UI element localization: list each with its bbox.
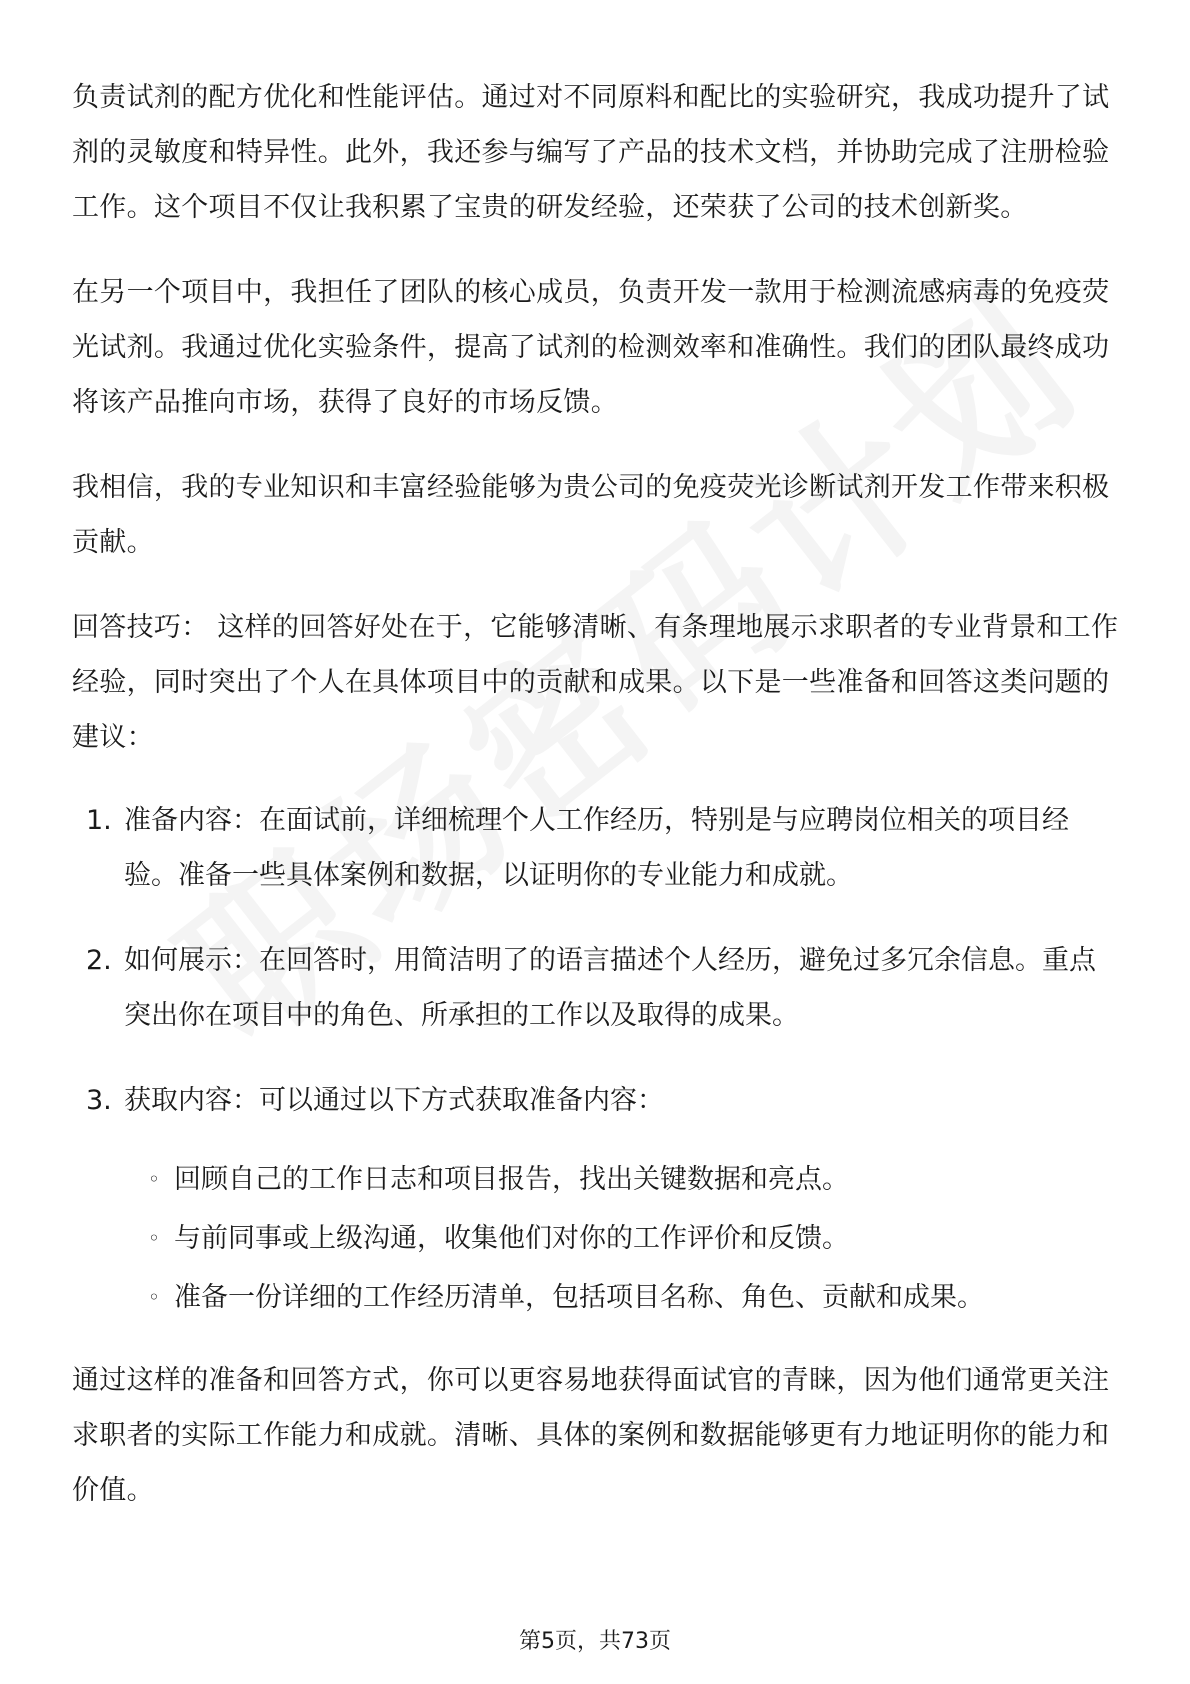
- obtain-sublist: [72, 1152, 1122, 1325]
- tips-list: [72, 793, 1122, 1128]
- paragraph-belief: 我相信，我的专业知识和丰富经验能够为贵公司的免疫荧光诊断试剂开发工作带来积极贡献。: [72, 472, 1110, 558]
- paragraph-project-1: 负责试剂的配方优化和性能评估。通过对不同原料和配比的实验研究，我成功提升了试剂的灵敏度和特异性。此外，我还参与编写了产品的技术文档，并协助完成了注册检验工作。这个项目不仅让我积累了宝贵的研发经验，还荣获了公司的技术创新奖。: [72, 82, 1110, 223]
- sublist-item: [148, 1211, 1122, 1266]
- circle-bullet-icon: ◦: [148, 1167, 160, 1191]
- list-number: 3.: [86, 1085, 112, 1116]
- sublist-text: 回顾自己的工作日志和项目报告，找出关键数据和亮点。: [174, 1164, 849, 1195]
- paragraph-project-2: 在另一个项目中，我担任了团队的核心成员，负责开发一款用于检测流感病毒的免疫荧光试剂。我通过优化实验条件，提高了试剂的检测效率和准确性。我们的团队最终成功将该产品推向市场，获得了良好的市场反馈。: [72, 277, 1110, 418]
- circle-bullet-icon: ◦: [148, 1285, 160, 1309]
- page-footer: 第5页，共73页: [519, 1629, 671, 1654]
- sublist-item: [148, 1270, 1122, 1325]
- paragraph-answer-tips: 回答技巧： 这样的回答好处在于，它能够清晰、有条理地展示求职者的专业背景和工作经验，同时突出了个人在具体项目中的贡献和成果。以下是一些准备和回答这类问题的建议：: [72, 612, 1119, 753]
- paragraph-closing: 通过这样的准备和回答方式，你可以更容易地获得面试官的青睐，因为他们通常更关注求职者的实际工作能力和成就。清晰、具体的案例和数据能够更有力地证明你的能力和价值。: [72, 1365, 1110, 1506]
- sublist-item: [148, 1152, 1122, 1207]
- tip-item-prepare: [72, 793, 1122, 903]
- document-body: [72, 70, 1122, 1548]
- sublist-text: 准备一份详细的工作经历清单，包括项目名称、角色、贡献和成果。: [174, 1282, 984, 1313]
- list-number: 2.: [86, 945, 112, 976]
- tip-text: 准备内容：在面试前，详细梳理个人工作经历，特别是与应聘岗位相关的项目经验。准备一些具体案例和数据，以证明你的专业能力和成就。: [124, 805, 1069, 891]
- circle-bullet-icon: ◦: [148, 1226, 160, 1250]
- list-number: 1.: [86, 805, 112, 836]
- sublist-text: 与前同事或上级沟通，收集他们对你的工作评价和反馈。: [174, 1223, 849, 1254]
- tip-text: 获取内容：可以通过以下方式获取准备内容：: [124, 1085, 664, 1116]
- tip-item-present: [72, 933, 1122, 1043]
- tip-text: 如何展示：在回答时，用简洁明了的语言描述个人经历，避免过多冗余信息。重点突出你在项目中的角色、所承担的工作以及取得的成果。: [124, 945, 1096, 1031]
- tip-item-obtain: [72, 1073, 1122, 1128]
